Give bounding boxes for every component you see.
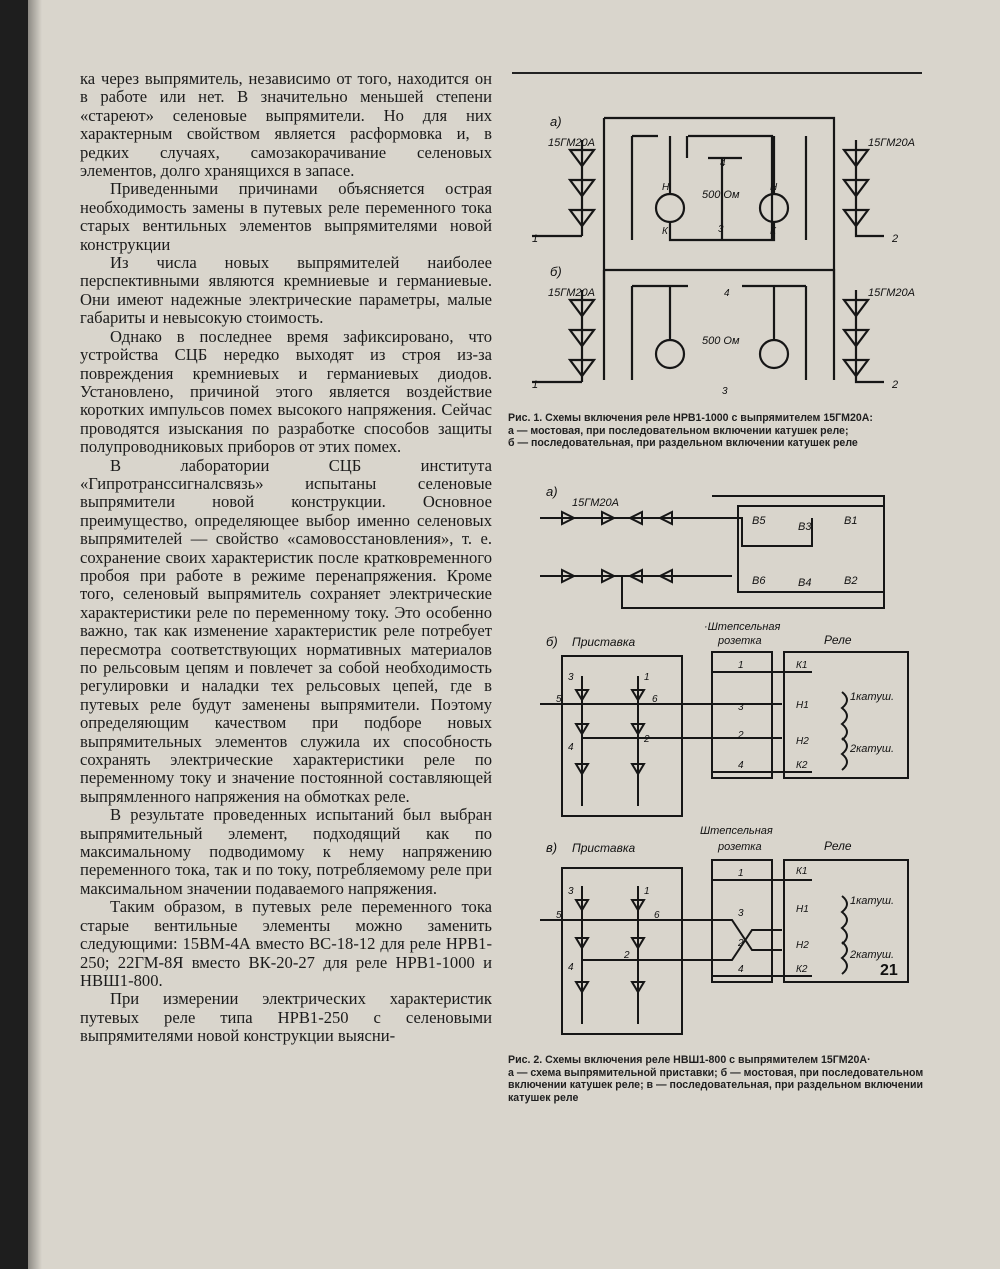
fig2-n4-v: 4 (738, 964, 744, 975)
article-text-column (80, 70, 492, 1046)
fig1-h2-a: Н (770, 182, 778, 193)
fig2-n2coil-b: Н2 (796, 736, 809, 747)
fig2-t2-b: 2 (644, 734, 650, 745)
caption-line: а — схема выпрямительной приставки; б — мостовая, при последовательном включении катушек реле; в — последовательная, при раздельном включении катушек реле (508, 1066, 924, 1104)
fig1-k-a: К (662, 226, 668, 237)
fig2-rozetka-b-1: ·Штепсельная (704, 621, 781, 633)
fig2-n2-v: 2 (738, 938, 744, 949)
fig1-t1-a: 1 (532, 233, 539, 245)
fig2-pristavka-v: Приставка (572, 841, 636, 855)
fig1-rectifier-left-b: 15ГМ20А (548, 287, 595, 299)
fig2-b5: В5 (752, 515, 766, 527)
figure-2-caption (508, 1054, 928, 1104)
figure-2 (512, 476, 924, 1046)
fig2-coil2-v: 2катуш. (850, 949, 895, 961)
fig2-b2: В2 (844, 575, 858, 587)
fig1-resistance-b: 500 Ом (702, 335, 740, 347)
caption-title: Рис. 1. Схемы включения реле НРВ1-1000 с выпрямителем 15ГМ20А: (508, 412, 873, 424)
caption-title: Рис. 2. Схемы включения реле НВШ1-800 с выпрямителем 15ГМ20А· (508, 1054, 871, 1066)
fig2-b4: В4 (798, 577, 812, 589)
fig2-t5-v: 5 (556, 910, 562, 921)
fig1-label-b: б) (550, 264, 562, 279)
fig1-label-a: а) (550, 114, 562, 129)
figure-1 (512, 100, 924, 400)
paragraph: В лаборатории СЦБ института «Гипротранссигналсвязь» испытаны селеновые выпрямители новой конструкции. Основное преимущество, определяющее выбор именно селеновых выпрямителей — свойство «самовосстановления», т. е. сохранение своих характеристик после кратковременного пробоя при работе в режиме перенапряжения. Кроме того, селеновый выпрямитель сохраняет электрические характеристики реле по переменному току. Это особенно важно, так как изменение характеристик реле потребует пересмотра соответствующих нормативных материалов по рельсовым цепям и повлечет за собой необходимость регулировки и наладки тех рельсовых цепей, где в путевых реле будут заменены выпрямители. Поэтому определяющим качеством при подборе новых выпрямительных элементов служила их способность сохранять электрические характеристики реле по переменному току и значение постоянной составляющей выпрямленного напряжения на обмотках реле. (80, 455, 492, 806)
fig2-b1: В1 (844, 515, 858, 527)
fig2-rele-v: Реле (824, 839, 852, 853)
fig2-n2coil-v: Н2 (796, 940, 809, 951)
fig2-t1-b: 1 (644, 672, 650, 683)
fig2-label-a: а) (546, 484, 558, 499)
figure-2-schematic (512, 476, 924, 1046)
fig2-coil1-v: 1катуш. (850, 895, 895, 907)
fig2-n1coil-b: Н1 (796, 700, 809, 711)
fig2-label-v: в) (546, 840, 558, 855)
fig2-rectifier: 15ГМ20А (572, 497, 619, 509)
fig2-n2-b: 2 (738, 730, 744, 741)
fig2-n3-b: 3 (738, 702, 744, 713)
paragraph: При измерении электрических характеристик путевых реле типа НРВ1-250 с селеновыми выпрямителями новой конструкции выясни- (80, 989, 492, 1046)
fig2-coil2-b: 2катуш. (850, 743, 895, 755)
fig2-t5-b: 5 (556, 694, 562, 705)
fig2-k2-b: К2 (796, 760, 808, 771)
fig2-t1-v: 1 (644, 886, 650, 897)
fig2-k1-b: К1 (796, 660, 808, 671)
top-rule (512, 72, 922, 74)
paragraph: Из числа новых выпрямителей наиболее перспективными являются кремниевые и германиевые. Они имеют надежные электрические параметры, малые габариты и невысокую стоимость. (80, 253, 492, 328)
fig1-k2-a: К (770, 226, 776, 237)
fig1-resistance-a: 500 Ом (702, 189, 740, 201)
fig2-b3: В3 (798, 521, 812, 533)
figure-1-schematic (512, 100, 924, 400)
fig2-t6-b: 6 (652, 694, 658, 705)
fig1-h-a: Н (662, 182, 670, 193)
fig1-t4-a: 4 (720, 158, 726, 169)
fig1-t4-b: 4 (724, 288, 730, 299)
caption-line: а — мостовая, при последовательном включении катушек реле; (508, 424, 849, 437)
fig1-t2-a: 2 (892, 233, 899, 245)
fig2-label-b: б) (546, 634, 558, 649)
fig1-rectifier-left-a: 15ГМ20А (548, 137, 595, 149)
fig1-t1-b: 1 (532, 379, 539, 391)
fig1-rectifier-right-b: 15ГМ20А (868, 287, 915, 299)
fig2-rozetka-b-2: розетка (718, 635, 762, 647)
fig2-t3-b: 3 (568, 672, 574, 683)
fig1-t2-b: 2 (892, 379, 899, 391)
fig2-n1-v: 1 (738, 868, 744, 879)
fig2-n1-b: 1 (738, 660, 744, 671)
fig1-t3-a: 3 (718, 224, 724, 235)
caption-line: б — последовательная, при раздельном включении катушек реле (508, 437, 858, 450)
fig2-n4-b: 4 (738, 760, 744, 771)
paragraph: Таким образом, в путевых реле переменного тока старые вентильные элементы можно заменить следующими: 15ВМ-4А вместо ВС-18-12 для реле НРВ1-250; 22ГМ-8Я вместо ВК-20-27 для реле НРВ1-1000 и НВШ1-800. (80, 897, 492, 990)
fig2-n3-v: 3 (738, 908, 744, 919)
fig2-pristavka-b: Приставка (572, 635, 636, 649)
fig2-k2-v: К2 (796, 964, 808, 975)
fig2-n1coil-v: Н1 (796, 904, 809, 915)
fig1-t3-b: 3 (722, 386, 728, 397)
fig2-t4-b: 4 (568, 742, 574, 753)
paragraph: ка через выпрямитель, независимо от того, находится он в работе или нет. В значительно меньшей степени «стареют» селеновые выпрямители. Но для них характерным свойством является расформовка и, в редких случаях, самозакорачивание селеновых элементов, долго хранящихся в запасе. (80, 69, 492, 181)
paragraph: Приведенными причинами объясняется острая необходимость замены в путевых реле переменного тока старых вентильных элементов выпрямителями новой конструкции (80, 179, 492, 254)
fig2-t2-v: 2 (624, 950, 630, 961)
fig1-rectifier-right-a: 15ГМ20А (868, 137, 915, 149)
journal-page (28, 0, 1000, 1269)
paragraph: В результате проведенных испытаний был выбран выпрямительный элемент, подходящий как по максимальному подводимому к нему напряжению переменного тока, так и по току, потребляемому реле при максимальном значении подаваемого напряжения. (80, 805, 492, 898)
fig2-b6: В6 (752, 575, 766, 587)
fig2-rele-b: Реле (824, 633, 852, 647)
figure-1-caption (508, 412, 928, 450)
fig2-t4-v: 4 (568, 962, 574, 973)
fig2-rozetka-v-1: Штепсельная (700, 825, 773, 837)
paragraph: Однако в последнее время зафиксировано, что устройства СЦБ нередко выходят из строя из-за повреждения кремниевых и германиевых диодов. Установлено, причиной этого является воздействие коротких импульсов помех высокого напряжения. Сейчас проводятся изыскания по разработке способов защиты полупроводниковых приборов от этих помех. (80, 326, 492, 457)
fig2-k1-v: К1 (796, 866, 808, 877)
fig2-coil1-b: 1катуш. (850, 691, 895, 703)
fig2-t3-v: 3 (568, 886, 574, 897)
fig2-t6-v: 6 (654, 910, 660, 921)
fig2-rozetka-v-2: розетка (718, 841, 762, 853)
page-number: 21 (880, 962, 898, 979)
